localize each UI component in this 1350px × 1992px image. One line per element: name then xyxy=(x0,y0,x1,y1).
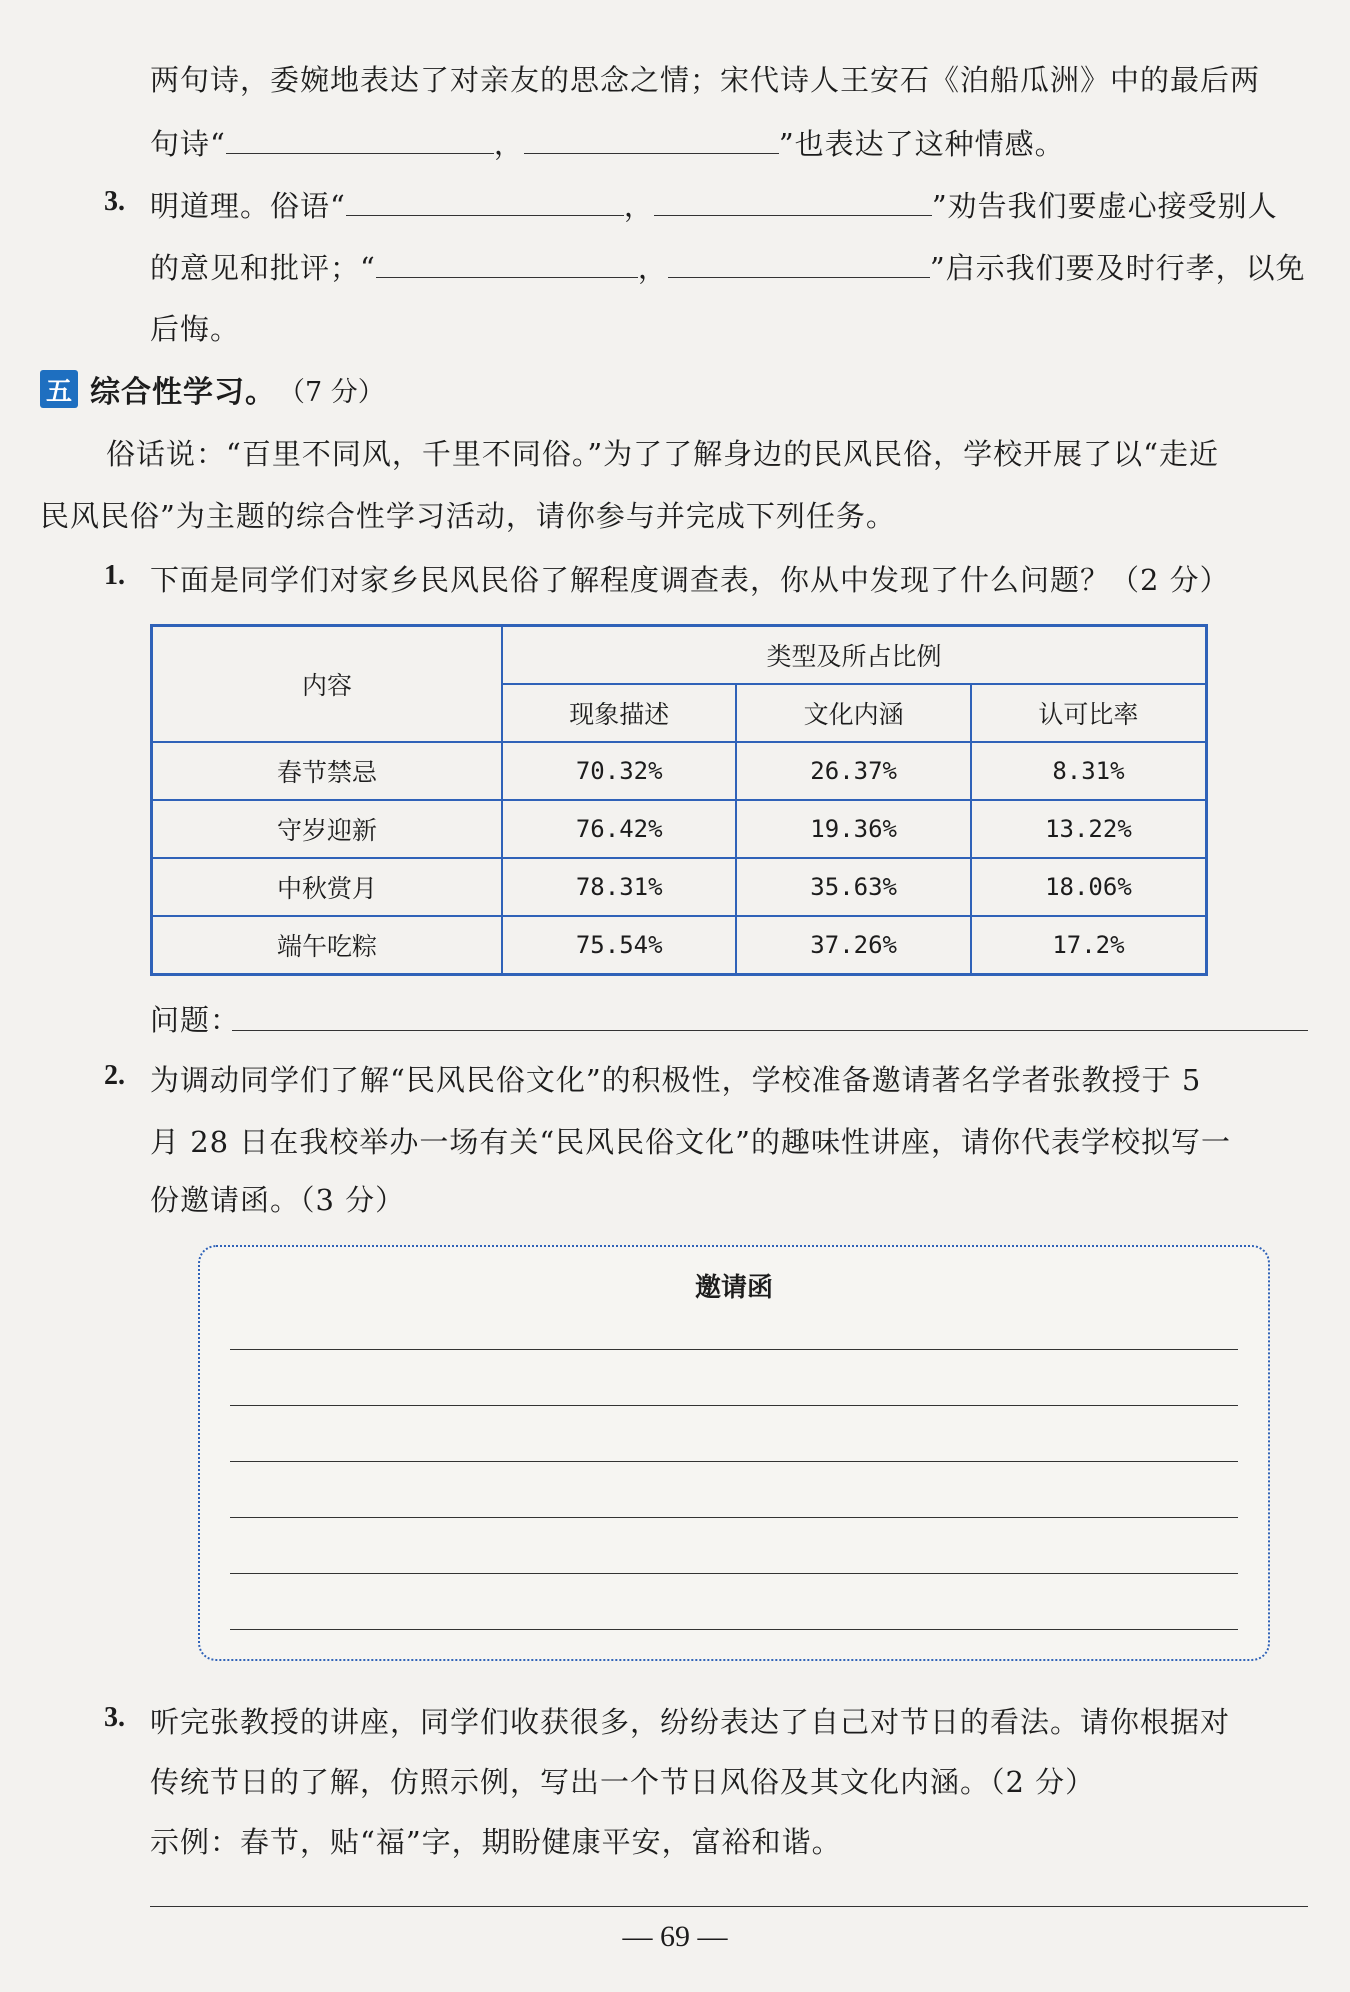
invitation-writing-line[interactable] xyxy=(230,1573,1238,1574)
proverb-blank-1[interactable] xyxy=(346,187,624,216)
table-row-label: 中秋赏月 xyxy=(152,858,503,916)
table-row xyxy=(152,916,1207,975)
table-cell: 37.26% xyxy=(736,916,970,975)
survey-table xyxy=(150,624,1208,976)
q2-line-3: 份邀请函。（3 分） xyxy=(150,1183,406,1217)
table-row xyxy=(152,858,1207,916)
top-line-2-start: 句诗“ xyxy=(150,127,226,161)
invitation-writing-line[interactable] xyxy=(230,1349,1238,1350)
q2-line-2: 月 28 日在我校举办一场有关“民风民俗文化”的趣味性讲座，请你代表学校拟写一 xyxy=(150,1125,1231,1159)
top-line-2-comma: ， xyxy=(493,127,524,161)
poem-blank-2[interactable] xyxy=(524,125,779,154)
table-row xyxy=(152,800,1207,858)
table-col-header: 现象描述 xyxy=(502,684,736,742)
table-row xyxy=(152,742,1207,800)
table-cell: 26.37% xyxy=(736,742,970,800)
q3-top-line-1-start: 明道理。俗语“ xyxy=(150,189,346,223)
invitation-writing-line[interactable] xyxy=(230,1405,1238,1406)
page-number: — 69 — xyxy=(622,1920,728,1953)
q3-top-comma-2: ， xyxy=(637,251,668,285)
invitation-writing-line[interactable] xyxy=(230,1629,1238,1630)
q2-number: 2. xyxy=(104,1060,125,1091)
q3-answer-line[interactable] xyxy=(150,1906,1308,1907)
q3-top-line-2-start: 的意见和批评；“ xyxy=(150,251,376,285)
proverb-blank-3[interactable] xyxy=(376,249,638,278)
proverb-blank-2[interactable] xyxy=(654,187,932,216)
q3-top-line-3: 后悔。 xyxy=(150,312,241,346)
q3-example: 示例：春节，贴“福”字，期盼健康平安，富裕和谐。 xyxy=(150,1825,842,1859)
proverb-blank-4[interactable] xyxy=(668,249,930,278)
table-cell: 35.63% xyxy=(736,858,970,916)
table-cell: 76.42% xyxy=(502,800,736,858)
q3-top-line-1 xyxy=(150,184,1278,225)
table-corner-header: 内容 xyxy=(152,626,503,743)
table-cell: 17.2% xyxy=(971,916,1207,975)
table-cell: 18.06% xyxy=(971,858,1207,916)
q3-line-2: 传统节日的了解，仿照示例，写出一个节日风俗及其文化内涵。（2 分） xyxy=(150,1765,1096,1799)
table-cell: 75.54% xyxy=(502,916,736,975)
q3-number: 3. xyxy=(104,1702,125,1733)
q1-number: 1. xyxy=(104,560,125,591)
q1-answer-label: 问题： xyxy=(150,1003,241,1037)
table-row-label: 端午吃粽 xyxy=(152,916,503,975)
table-row-label: 春节禁忌 xyxy=(152,742,503,800)
table-group-header: 类型及所占比例 xyxy=(502,626,1207,685)
q3-top-number: 3. xyxy=(104,186,125,217)
q3-top-line-1-end: ”劝告我们要虚心接受别人 xyxy=(931,189,1278,223)
q3-top-comma-1: ， xyxy=(623,189,654,223)
table-cell: 19.36% xyxy=(736,800,970,858)
invitation-box xyxy=(198,1245,1270,1661)
table-col-header: 认可比率 xyxy=(971,684,1207,742)
q3-top-line-2 xyxy=(150,246,1306,287)
invitation-writing-line[interactable] xyxy=(230,1517,1238,1518)
table-col-header: 文化内涵 xyxy=(736,684,970,742)
q3-top-line-2-end: ”启示我们要及时行孝，以免 xyxy=(929,251,1306,285)
section-5-intro-line-2: 民风民俗”为主题的综合性学习活动，请你参与并完成下列任务。 xyxy=(40,499,896,533)
top-line-1: 两句诗，委婉地表达了对亲友的思念之情；宋代诗人王安石《泊船瓜洲》中的最后两 xyxy=(150,63,1261,97)
table-cell: 8.31% xyxy=(971,742,1207,800)
q1-answer-line[interactable] xyxy=(232,1030,1308,1031)
section-5-heading xyxy=(40,367,385,411)
top-line-2 xyxy=(150,122,1065,163)
table-cell: 78.31% xyxy=(502,858,736,916)
poem-blank-1[interactable] xyxy=(226,125,494,154)
section-5-intro-line-1: 俗话说：“百里不同风，千里不同俗。”为了了解身边的民风民俗，学校开展了以“走近 xyxy=(106,437,1219,471)
table-row-label: 守岁迎新 xyxy=(152,800,503,858)
q2-line-1: 为调动同学们了解“民风民俗文化”的积极性，学校准备邀请著名学者张教授于 5 xyxy=(150,1063,1202,1097)
invitation-title: 邀请函 xyxy=(694,1273,773,1303)
top-line-2-end: ”也表达了这种情感。 xyxy=(778,127,1065,161)
q3-line-1: 听完张教授的讲座，同学们收获很多，纷纷表达了自己对节日的看法。请你根据对 xyxy=(150,1705,1231,1739)
q1-text: 下面是同学们对家乡民风民俗了解程度调查表，你从中发现了什么问题？（2 分） xyxy=(150,563,1230,597)
section-5-badge: 五 xyxy=(40,370,78,408)
invitation-writing-line[interactable] xyxy=(230,1461,1238,1462)
table-cell: 13.22% xyxy=(971,800,1207,858)
table-cell: 70.32% xyxy=(502,742,736,800)
section-5-score: （7 分） xyxy=(278,376,385,408)
section-5-title: 综合性学习。 xyxy=(90,375,276,410)
